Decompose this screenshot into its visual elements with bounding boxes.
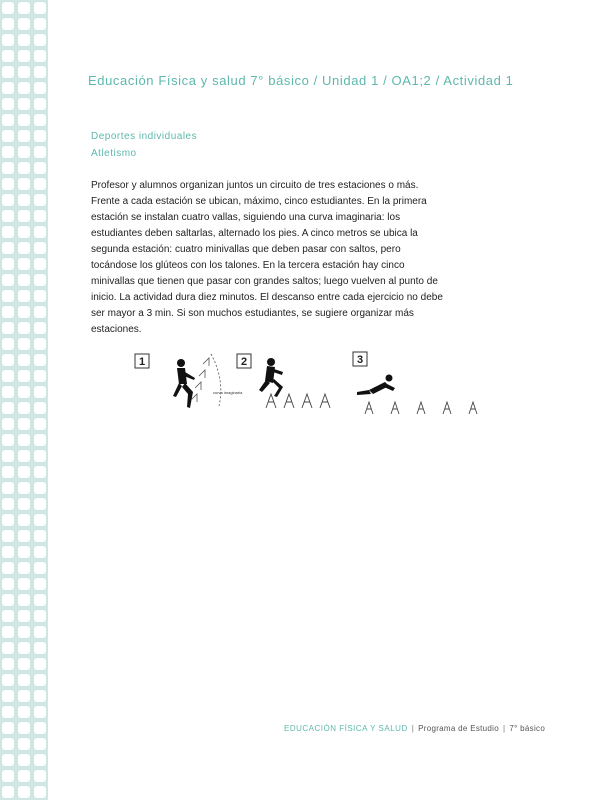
strip-tile [18, 418, 30, 430]
strip-tile [2, 82, 14, 94]
strip-tile [18, 738, 30, 750]
jumper-icon [357, 375, 395, 396]
strip-tile [2, 786, 14, 798]
strip-tile [2, 466, 14, 478]
strip-tile [18, 242, 30, 254]
activity-description: Profesor y alumnos organizan juntos un circuito de tres estaciones o más. Frente a cada estación se ubican, máximo, cinco estudiantes. En la primera estación se instalan cuatro vallas, siguiendo una curva imaginaria: los estudiantes deben saltarlas, alternado los pies. A cinco metros se ubica la segunda estación: cuatro minivallas que deben pasar con saltos, pero tocándose los glúteos con los talones. En la tercera estación hay cinco minivallas que tienen que pasar con grandes saltos; luego vuelven al punto de inicio. La actividad dura diez minutos. El descanso entre cada ejercicio no debe ser mayor a 3 min. Si son muchos estudiantes, se sugiere organizar más estaciones. [91, 180, 443, 335]
strip-tile [34, 418, 46, 430]
strip-tile [18, 322, 30, 334]
strip-tile [18, 130, 30, 142]
strip-tile [34, 146, 46, 158]
section-category: Deportes individuales [91, 131, 198, 142]
strip-tile [18, 466, 30, 478]
strip-tile [18, 354, 30, 366]
strip-tile [2, 738, 14, 750]
strip-tile [2, 578, 14, 590]
strip-tile [34, 34, 46, 46]
footer-program: Programa de Estudio [418, 724, 499, 733]
strip-tile [18, 226, 30, 238]
runner-icon [259, 358, 283, 397]
strip-tile [34, 338, 46, 350]
strip-tile [18, 498, 30, 510]
strip-tile [34, 786, 46, 798]
strip-tile [18, 146, 30, 158]
strip-tile [34, 450, 46, 462]
strip-tile [2, 754, 14, 766]
strip-tile [34, 642, 46, 654]
strip-tile [34, 578, 46, 590]
station-1 [135, 354, 243, 408]
strip-tile [18, 194, 30, 206]
strip-tile [2, 18, 14, 30]
strip-tile [2, 402, 14, 414]
strip-tile [34, 530, 46, 542]
footer-grade: 7° básico [509, 724, 546, 733]
strip-tile [18, 450, 30, 462]
section-subcategory: Atletismo [91, 148, 137, 159]
strip-tile [2, 258, 14, 270]
strip-tile [34, 706, 46, 718]
strip-tile [2, 130, 14, 142]
strip-tile [34, 674, 46, 686]
strip-tile [34, 258, 46, 270]
strip-tile [18, 546, 30, 558]
strip-tile [2, 514, 14, 526]
strip-tile [34, 226, 46, 238]
strip-tile [18, 482, 30, 494]
station-number: 3 [356, 354, 364, 366]
strip-tile [34, 274, 46, 286]
strip-tile [34, 306, 46, 318]
strip-tile [34, 690, 46, 702]
strip-tile [18, 50, 30, 62]
strip-tile [2, 450, 14, 462]
strip-tile [18, 626, 30, 638]
strip-tile [2, 226, 14, 238]
strip-tile [2, 178, 14, 190]
strip-tile [2, 386, 14, 398]
strip-tile [18, 578, 30, 590]
strip-tile [2, 530, 14, 542]
strip-tile [2, 98, 14, 110]
strip-tile [34, 466, 46, 478]
hurdles-curve [191, 354, 221, 406]
strip-tile [18, 2, 30, 14]
strip-tile [34, 290, 46, 302]
curve-caption: curva imaginaria [213, 390, 243, 395]
strip-tile [2, 354, 14, 366]
page-title: Educación Física y salud 7° básico / Unidad 1 / OA1;2 / Actividad 1 [88, 73, 514, 88]
strip-tile [34, 738, 46, 750]
footer-subject: EDUCACIÓN FÍSICA Y SALUD [284, 724, 408, 733]
strip-tile [2, 2, 14, 14]
strip-tile [34, 18, 46, 30]
runner-icon [173, 359, 195, 408]
strip-tile [18, 210, 30, 222]
strip-tile [2, 290, 14, 302]
strip-tile [2, 338, 14, 350]
strip-tile [2, 642, 14, 654]
strip-tile [34, 114, 46, 126]
strip-tile [2, 194, 14, 206]
strip-tile [18, 370, 30, 382]
strip-tile [2, 594, 14, 606]
strip-tile [34, 514, 46, 526]
strip-tile [34, 498, 46, 510]
strip-tile [18, 114, 30, 126]
decorative-side-strip [0, 0, 48, 800]
strip-tile [2, 610, 14, 622]
strip-tile [2, 322, 14, 334]
strip-tile [34, 354, 46, 366]
strip-tile [2, 434, 14, 446]
strip-tile [2, 706, 14, 718]
strip-tile [34, 130, 46, 142]
strip-tile [34, 754, 46, 766]
strip-tile [2, 674, 14, 686]
strip-tile [18, 258, 30, 270]
strip-tile [2, 482, 14, 494]
strip-tile [18, 290, 30, 302]
page-footer: EDUCACIÓN FÍSICA Y SALUD | Programa de Estudio | 7° básico [284, 724, 546, 733]
strip-tile [34, 242, 46, 254]
strip-tile [34, 594, 46, 606]
strip-tile [34, 770, 46, 782]
strip-tile [2, 370, 14, 382]
strip-tile [18, 34, 30, 46]
strip-tile [18, 338, 30, 350]
strip-tile [18, 642, 30, 654]
strip-tile [34, 98, 46, 110]
strip-tile [18, 162, 30, 174]
strip-tile [2, 690, 14, 702]
strip-tile [34, 402, 46, 414]
minihurdles [365, 402, 477, 414]
strip-tile [18, 706, 30, 718]
strip-tile [18, 594, 30, 606]
strip-tile [34, 386, 46, 398]
strip-tile [2, 306, 14, 318]
strip-tile [2, 242, 14, 254]
strip-tile [18, 514, 30, 526]
strip-tile [34, 210, 46, 222]
strip-tile [18, 690, 30, 702]
strip-tile [2, 626, 14, 638]
strip-tile [2, 114, 14, 126]
strip-tile [34, 50, 46, 62]
strip-tile [34, 82, 46, 94]
strip-tile [18, 658, 30, 670]
strip-tile [18, 386, 30, 398]
strip-tile [18, 306, 30, 318]
strip-tile [2, 562, 14, 574]
strip-tile [34, 482, 46, 494]
strip-tile [34, 658, 46, 670]
strip-tile [2, 210, 14, 222]
strip-tile [2, 34, 14, 46]
strip-tile [2, 546, 14, 558]
strip-tile [18, 66, 30, 78]
strip-tile [34, 546, 46, 558]
strip-tile [34, 370, 46, 382]
strip-tile [34, 66, 46, 78]
strip-tile [18, 754, 30, 766]
strip-tile [18, 274, 30, 286]
strip-tile [18, 610, 30, 622]
strip-tile [34, 322, 46, 334]
strip-tile [2, 50, 14, 62]
strip-tile [2, 146, 14, 158]
station-3 [353, 352, 477, 414]
strip-tile [18, 722, 30, 734]
strip-tile [18, 530, 30, 542]
station-number: 2 [240, 356, 248, 368]
strip-tile [34, 434, 46, 446]
strip-tile [18, 786, 30, 798]
stations-illustration [133, 350, 493, 420]
strip-tile [18, 178, 30, 190]
strip-tile [18, 770, 30, 782]
strip-tile [2, 498, 14, 510]
strip-tile [34, 610, 46, 622]
strip-tile [18, 674, 30, 686]
strip-tile [2, 770, 14, 782]
strip-tile [2, 274, 14, 286]
strip-tile [2, 66, 14, 78]
strip-tile [18, 402, 30, 414]
strip-tile [2, 658, 14, 670]
strip-tile [34, 162, 46, 174]
strip-tile [18, 434, 30, 446]
station-number: 1 [138, 356, 146, 368]
strip-tile [18, 18, 30, 30]
strip-tile [18, 562, 30, 574]
strip-tile [34, 194, 46, 206]
strip-tile [34, 722, 46, 734]
strip-tile [18, 82, 30, 94]
station-2 [237, 354, 330, 408]
strip-tile [2, 418, 14, 430]
strip-tile [34, 178, 46, 190]
strip-tile [34, 626, 46, 638]
strip-tile [34, 2, 46, 14]
strip-tile [18, 98, 30, 110]
strip-tile [34, 562, 46, 574]
strip-tile [2, 722, 14, 734]
strip-tile [2, 162, 14, 174]
